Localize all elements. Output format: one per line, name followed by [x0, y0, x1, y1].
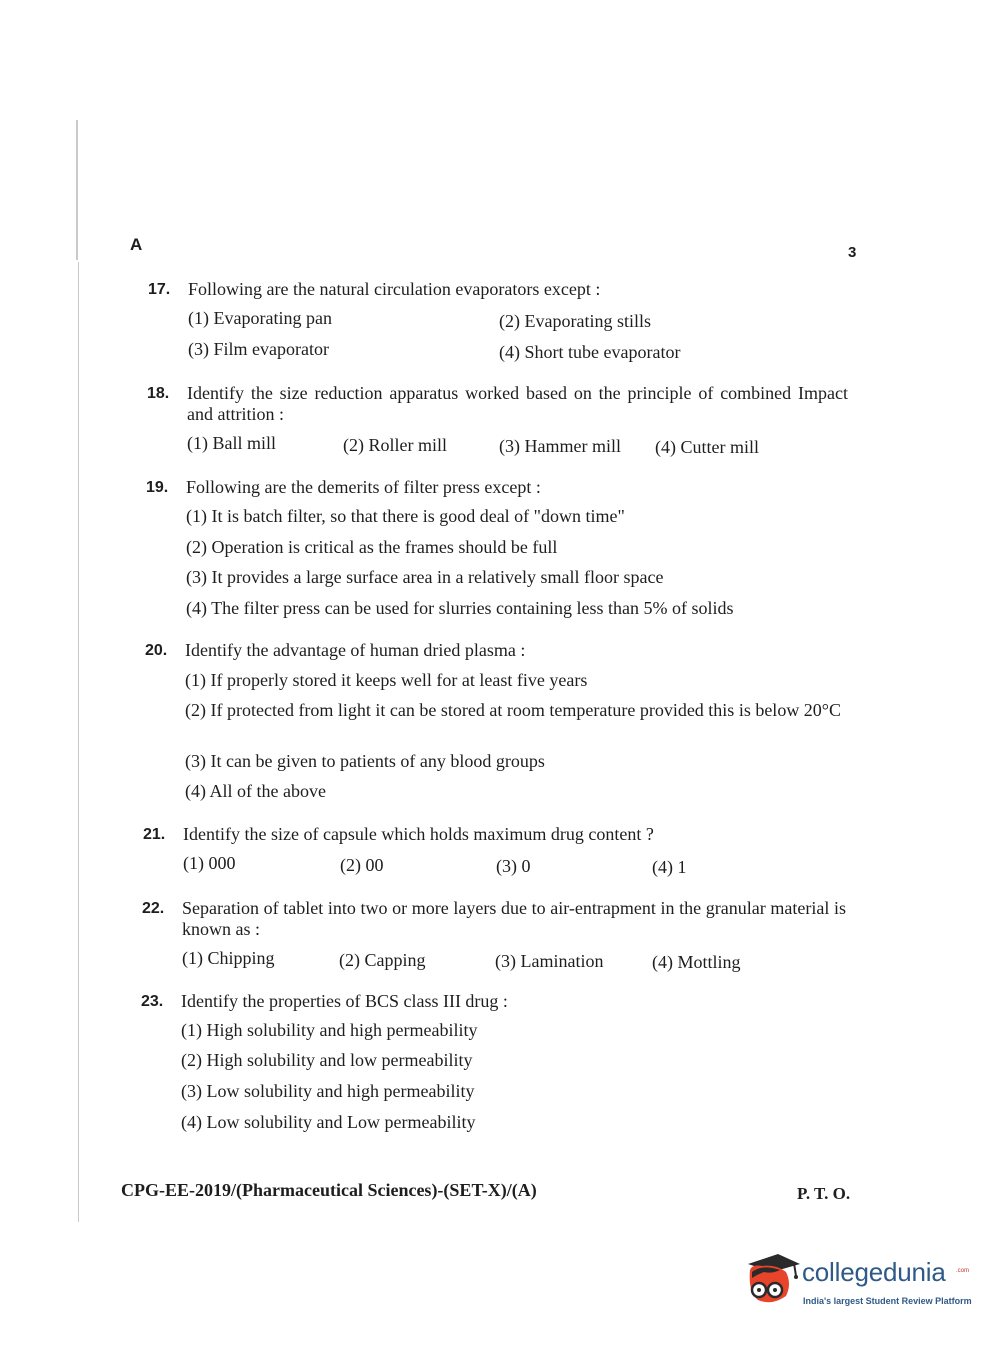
option-22-2: (2) Capping [339, 950, 426, 970]
question-text: Identify the size reduction apparatus worked based on the principle of combined Impact and attrition : [187, 383, 848, 424]
brand-domain: .com [956, 1268, 970, 1274]
page-number: 3 [848, 244, 857, 261]
question-number: 18. [147, 385, 170, 402]
option-23-3: (3) Low solubility and high permeability [181, 1081, 475, 1101]
option-21-4: (4) 1 [652, 857, 687, 877]
paper-code: CPG-EE-2019/(Pharmaceutical Sciences)-(SET-X)/(A) [121, 1180, 537, 1200]
question-number: 21. [143, 826, 166, 843]
question-number: 17. [148, 281, 171, 298]
question-text: Following are the natural circulation evaporators except : [188, 279, 601, 299]
option-20-1: (1) If properly stored it keeps well for at least five years [185, 670, 588, 690]
scan-edge-line [76, 120, 78, 260]
option-17-2: (2) Evaporating stills [499, 311, 651, 331]
question-number: 23. [141, 993, 164, 1010]
brand-name: collegedunia [802, 1257, 946, 1287]
mascot-icon [742, 1250, 802, 1310]
question-text: Separation of tablet into two or more layers due to air-entrapment in the granular material is known as : [182, 898, 846, 939]
option-19-3: (3) It provides a large surface area in a relatively small floor space [186, 567, 664, 587]
question-text: Identify the advantage of human dried plasma : [185, 640, 526, 660]
question-20 [145, 640, 845, 661]
question-number: 22. [142, 900, 165, 917]
option-23-1: (1) High solubility and high permeability [181, 1020, 478, 1040]
question-17 [148, 279, 848, 300]
option-19-4: (4) The filter press can be used for slurries containing less than 5% of solids [186, 598, 734, 618]
option-18-3: (3) Hammer mill [499, 436, 621, 456]
option-18-4: (4) Cutter mill [655, 437, 759, 457]
option-20-4: (4) All of the above [185, 781, 326, 801]
option-19-1: (1) It is batch filter, so that there is good deal of "down time" [186, 506, 625, 526]
collegedunia-watermark [742, 1250, 972, 1310]
question-21 [143, 824, 843, 845]
option-17-3: (3) Film evaporator [188, 339, 329, 359]
option-20-3: (3) It can be given to patients of any blood groups [185, 751, 545, 771]
brand-tagline: India's largest Student Review Platform [803, 1296, 972, 1306]
option-21-1: (1) 000 [183, 853, 236, 873]
question-22 [142, 898, 846, 940]
question-23 [141, 991, 841, 1012]
option-17-1: (1) Evaporating pan [188, 308, 332, 328]
option-22-3: (3) Lamination [495, 951, 604, 971]
scan-edge-line [78, 262, 79, 1222]
question-18 [147, 383, 848, 425]
option-22-4: (4) Mottling [652, 952, 741, 972]
option-21-3: (3) 0 [496, 856, 531, 876]
pto-label: P. T. O. [797, 1184, 851, 1203]
option-19-2: (2) Operation is critical as the frames should be full [186, 537, 558, 557]
option-22-1: (1) Chipping [182, 948, 275, 968]
question-text: Identify the size of capsule which holds maximum drug content ? [183, 824, 654, 844]
question-number: 19. [146, 479, 169, 496]
option-18-1: (1) Ball mill [187, 433, 276, 453]
option-21-2: (2) 00 [340, 855, 384, 875]
question-text: Following are the demerits of filter press except : [186, 477, 541, 497]
option-17-4: (4) Short tube evaporator [499, 342, 681, 362]
option-23-4: (4) Low solubility and Low permeability [181, 1112, 476, 1132]
question-number: 20. [145, 642, 168, 659]
option-20-2: (2) If protected from light it can be stored at room temperature provided this is below 20°C [185, 700, 842, 720]
question-text: Identify the properties of BCS class III drug : [181, 991, 508, 1011]
option-18-2: (2) Roller mill [343, 435, 447, 455]
question-19 [146, 477, 846, 498]
set-label: A [130, 235, 143, 254]
option-23-2: (2) High solubility and low permeability [181, 1050, 473, 1070]
